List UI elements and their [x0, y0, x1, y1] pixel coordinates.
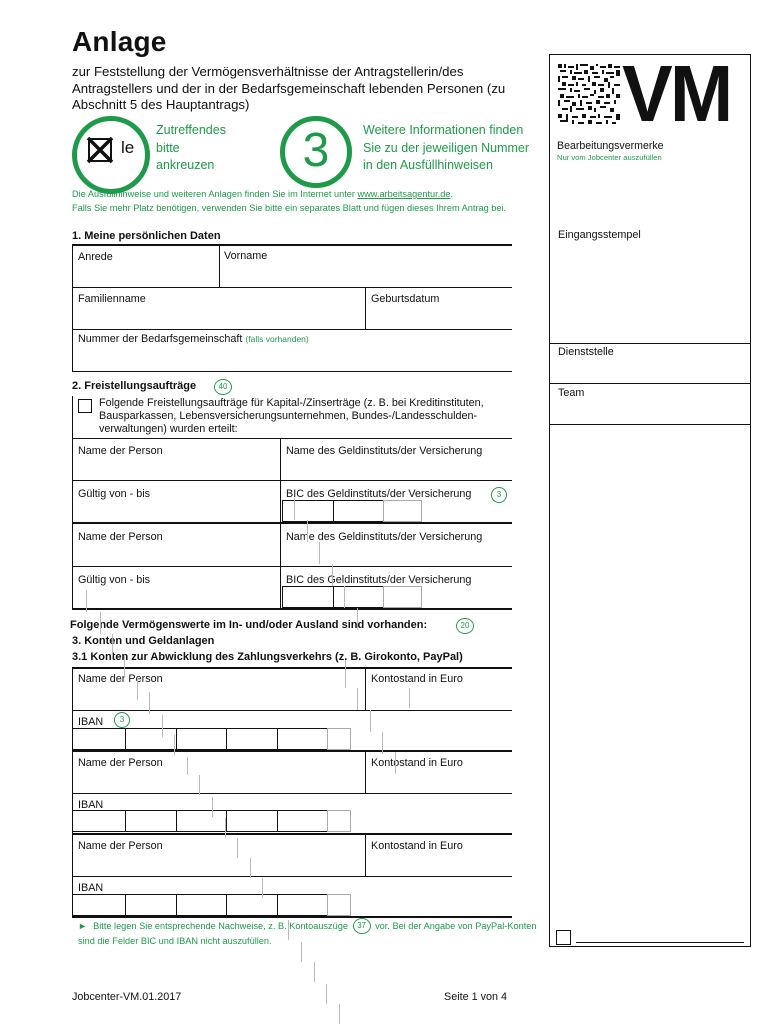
iban-cell[interactable]	[327, 894, 351, 916]
legend-check-line1: Zutreffendes	[156, 123, 226, 137]
sidebar-divider-2	[549, 383, 751, 384]
s3-name-person-1[interactable]: Name der Person	[78, 673, 163, 685]
scan-mark	[100, 612, 101, 634]
bg-number-note: (falls vorhanden)	[245, 334, 309, 344]
s2-name-person-1[interactable]: Name der Person	[78, 445, 163, 457]
scan-mark	[339, 1004, 340, 1024]
s2-divider-3	[280, 523, 281, 566]
bic-cell[interactable]	[333, 586, 384, 608]
info-text	[72, 188, 542, 215]
bic-cell[interactable]	[383, 500, 422, 522]
scan-mark	[137, 678, 138, 700]
s3-iban-label-3: IBAN	[78, 882, 104, 894]
legend-info-text	[363, 122, 553, 175]
section2-left-border	[72, 396, 73, 609]
iban-cell[interactable]	[327, 810, 351, 832]
scan-mark	[409, 688, 410, 708]
legend-number: 3	[302, 124, 330, 177]
bg-number-field[interactable]	[78, 333, 309, 345]
s3-kontostand-1[interactable]: Kontostand in Euro	[371, 673, 463, 685]
scan-mark	[357, 688, 358, 710]
s2-name-institut-1[interactable]: Name des Geldinstituts/der Versicherung	[286, 445, 483, 457]
section3-intro: Folgende Vermögenswerte im In- und/oder Ausland sind vorhanden:	[70, 619, 428, 631]
bic-cell[interactable]	[333, 500, 384, 522]
paypal-note	[78, 919, 548, 948]
page-subtitle: zur Feststellung der Vermögensverhältnisse der Antragstellerin/des Antragstellers und der in der Bedarfsgemeinschaft lebenden Personen (zu Abschnitt 5 des Hauptantrags)	[72, 64, 506, 112]
processing-sidebar	[549, 54, 751, 947]
s3-acc2-bottom	[72, 833, 512, 835]
s2-bic-badge-1: 3	[491, 487, 507, 503]
s3-name-person-2[interactable]: Name der Person	[78, 757, 163, 769]
section1-title: 1. Meine persönlichen Daten	[72, 230, 221, 242]
cross-mark-icon	[86, 136, 114, 164]
info-line1: Die Ausfüllhinweise und weiteren Anlagen finden Sie im Internet unter	[72, 189, 358, 199]
scan-mark	[294, 498, 295, 520]
anrede-divider	[219, 245, 220, 288]
vorname-field[interactable]: Vorname	[224, 250, 268, 262]
s3-iban-label-2: IBAN	[78, 799, 104, 811]
section1-left-border	[72, 244, 73, 372]
s2-gueltig-2[interactable]: Gültig von - bis	[78, 574, 151, 586]
iban-cell[interactable]	[125, 728, 177, 750]
scan-mark	[112, 634, 113, 656]
s3-divider-1	[365, 668, 366, 710]
iban-cell[interactable]	[125, 810, 177, 832]
bic-cell[interactable]	[383, 586, 422, 608]
s3-left-border	[72, 667, 73, 917]
scan-mark	[307, 520, 308, 542]
s3-divider-3	[365, 834, 366, 876]
s3-kontostand-2[interactable]: Kontostand in Euro	[371, 757, 463, 769]
iban-cell[interactable]	[176, 810, 227, 832]
iban-cell[interactable]	[226, 810, 278, 832]
scan-mark	[326, 984, 327, 1004]
scan-mark	[288, 920, 289, 940]
s3-acc2-mid	[72, 793, 512, 794]
legend-info-line1: Weitere Informationen finden	[363, 123, 524, 137]
sidebar-divider-3	[549, 424, 751, 425]
s3-top-line	[72, 667, 512, 669]
iban-cell[interactable]	[125, 894, 177, 916]
scan-mark	[262, 878, 263, 898]
legend-checkbox-icon	[88, 138, 112, 162]
qr-code	[558, 64, 620, 124]
info-line1-end: .	[450, 189, 454, 199]
scan-mark	[174, 735, 175, 755]
s2-block2-mid	[72, 566, 512, 567]
s3-kontostand-3[interactable]: Kontostand in Euro	[371, 840, 463, 852]
s2-name-person-2[interactable]: Name der Person	[78, 531, 163, 543]
row3-line	[72, 371, 512, 372]
scan-mark	[332, 564, 333, 586]
scan-mark	[199, 775, 200, 795]
stamp-label: Eingangsstempel	[558, 229, 641, 241]
vm-logo: VM	[622, 49, 731, 138]
freistellung-text: Folgende Freistellungsaufträge für Kapital-/Zinserträge (z. B. bei Kreditinstituten, Bausparkassen, Lebensversicherungsunternehmen, Bundes-/Landesschulden-verwaltungen) wurden erteilt:	[99, 397, 484, 436]
section2-title: 2. Freistellungsaufträge	[72, 380, 197, 392]
anrede-field[interactable]: Anrede	[78, 251, 113, 263]
scan-mark	[149, 692, 150, 714]
s3-iban-badge: 3	[114, 712, 130, 728]
section1-top-line	[72, 244, 512, 246]
iban-cell[interactable]	[327, 728, 351, 750]
legend-info-line3: in den Ausfüllhinweisen	[363, 158, 493, 172]
iban-cell[interactable]	[72, 728, 126, 750]
bic-cell[interactable]	[282, 500, 334, 522]
legend-check-line3: ankreuzen	[156, 158, 215, 172]
section3-intro-badge: 20	[456, 618, 474, 634]
scan-mark	[319, 542, 320, 564]
note-badge: 37	[353, 918, 371, 934]
scan-mark	[345, 660, 346, 688]
scan-mark	[370, 710, 371, 732]
s3-acc1-mid	[72, 710, 512, 711]
arrow-right-icon: ►	[78, 921, 88, 931]
s2-block1-mid	[72, 480, 512, 481]
scan-mark	[237, 838, 238, 858]
iban-cell[interactable]	[176, 894, 227, 916]
geburtsdatum-field[interactable]: Geburtsdatum	[371, 293, 440, 305]
scan-mark	[382, 732, 383, 754]
iban-cell[interactable]	[226, 894, 278, 916]
s2-divider-4	[280, 566, 281, 608]
scan-mark	[395, 752, 396, 774]
legend-check-text	[156, 122, 256, 175]
iban-cell[interactable]	[72, 810, 126, 832]
scan-mark	[250, 858, 251, 878]
freistellung-checkbox[interactable]	[78, 399, 92, 413]
processing-title: Bearbeitungsvermerke	[557, 140, 664, 152]
scan-mark	[314, 962, 315, 982]
processing-note: Nur vom Jobcenter auszufüllen	[557, 153, 662, 162]
iban-cell[interactable]	[72, 894, 126, 916]
sidebar-signature-line	[576, 942, 744, 943]
info-line2: Falls Sie mehr Platz benötigen, verwenden Sie bitte ein separates Blatt und fügen dieses Ihrem Antrag bei.	[72, 202, 507, 213]
scan-mark	[212, 797, 213, 817]
page-title: Anlage	[72, 26, 167, 57]
s3-name-person-3[interactable]: Name der Person	[78, 840, 163, 852]
s3-divider-2	[365, 751, 366, 793]
sidebar-divider-1	[549, 343, 751, 344]
s3-iban-label-1: IBAN	[78, 716, 104, 728]
s2-block1-bottom	[72, 522, 512, 524]
legend-check-line2: bitte	[156, 140, 180, 155]
s3-acc3-bottom	[72, 916, 512, 918]
scan-mark	[124, 656, 125, 678]
row2-line	[72, 329, 512, 330]
iban-cell[interactable]	[277, 728, 328, 750]
office-label: Dienststelle	[558, 346, 614, 358]
scan-mark	[225, 818, 226, 838]
scan-mark	[344, 586, 345, 608]
s3-acc1-bottom	[72, 750, 512, 752]
s2-block2-bottom	[72, 608, 512, 610]
bic-cell[interactable]	[282, 586, 334, 608]
note-text-post: vor. Bei der Angabe von PayPal-Konten sind die Felder BIC und IBAN nicht auszufüllen.	[78, 921, 537, 946]
qr-code-icon	[558, 64, 620, 124]
familienname-divider	[365, 288, 366, 330]
footer-form-id: Jobcenter-VM.01.2017	[72, 991, 182, 1003]
iban-cell[interactable]	[277, 894, 328, 916]
scan-mark	[86, 590, 87, 612]
s2-block1-top	[72, 438, 512, 439]
scan-mark	[357, 608, 358, 630]
section3-title: 3. Konten und Geldanlagen	[72, 635, 215, 647]
s2-bic-2[interactable]: BIC des Geldinstituts/der Versicherung	[286, 574, 472, 586]
sidebar-checkbox[interactable]	[556, 930, 571, 945]
note-text-pre: Bitte legen Sie entsprechende Nachweise, z. B. Kontoauszüge	[93, 921, 348, 931]
arbeitsagentur-link[interactable]: www.arbeitsagentur.de	[357, 189, 451, 199]
row1-line	[72, 287, 512, 288]
section2-badge: 40	[214, 379, 232, 395]
iban-cell[interactable]	[176, 728, 227, 750]
team-label: Team	[558, 387, 585, 399]
legend-info-line2: Sie zu der jeweiligen Nummer	[363, 140, 530, 155]
familienname-field[interactable]: Familienname	[78, 293, 146, 305]
s2-divider-1	[280, 438, 281, 480]
iban-cell[interactable]	[277, 810, 328, 832]
s3-acc3-mid	[72, 876, 512, 877]
s2-bic-1[interactable]: BIC des Geldinstituts/der Versicherung	[286, 488, 472, 500]
footer-page-number: Seite 1 von 4	[444, 991, 508, 1003]
s2-divider-2	[280, 480, 281, 522]
scan-mark	[187, 757, 188, 775]
scan-mark	[162, 715, 163, 737]
bg-number-label: Nummer der Bedarfsgemeinschaft	[78, 333, 243, 345]
legend-checkbox-text: le	[121, 138, 135, 157]
s2-name-institut-2[interactable]: Name des Geldinstituts/der Versicherung	[286, 531, 483, 543]
section3-subtitle: 3.1 Konten zur Abwicklung des Zahlungsverkehrs (z. B. Girokonto, PayPal)	[72, 651, 463, 663]
scan-mark	[301, 942, 302, 962]
iban-cell[interactable]	[226, 728, 278, 750]
s2-gueltig-1[interactable]: Gültig von - bis	[78, 488, 151, 500]
